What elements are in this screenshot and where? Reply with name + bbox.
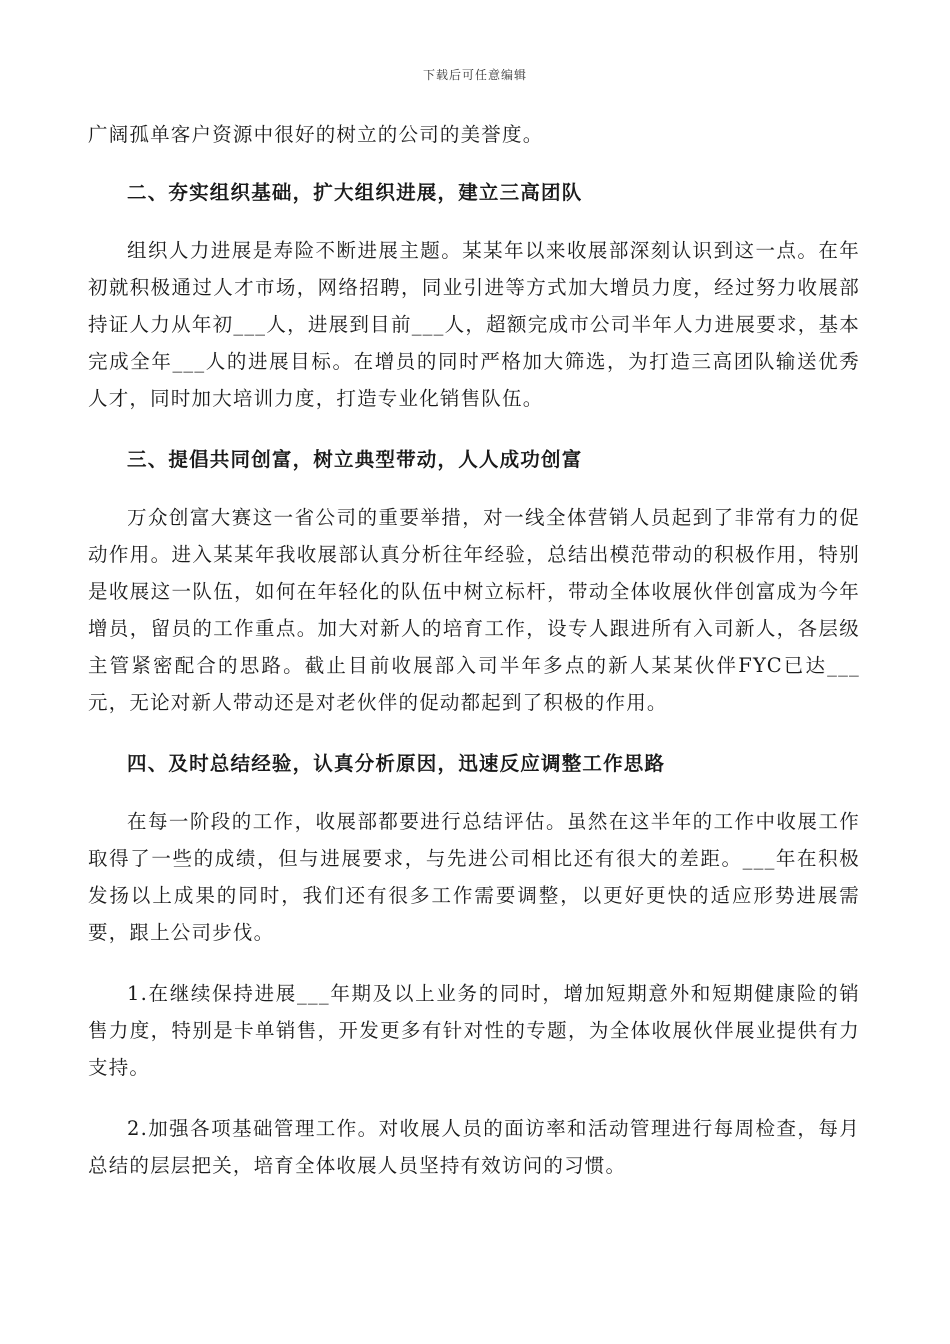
list-item-2: 2.加强各项基础管理工作。对收展人员的面访率和活动管理进行每周检查，每月总结的层层把关，培育全体收展人员坚持有效访问的习惯。 xyxy=(88,1117,860,1177)
heading-section-2: 二、夯实组织基础，扩大组织进展，建立三高团队 xyxy=(127,181,583,204)
list-item-1: 1.在继续保持进展___年期及以上业务的同时，增加短期意外和短期健康险的销售力度，特别是卡单销售，开发更多有针对性的专题，为全体收展伙伴展业提供有力支持。 xyxy=(88,982,860,1079)
paragraph-section-4: 在每一阶段的工作，收展部都要进行总结评估。虽然在这半年的工作中收展工作取得了一些的成绩，但与进展要求，与先进公司相比还有很大的差距。___年在积极发扬以上成果的同时，我们还有很多工作需要调整，以更好更快的适应形势进展需要，跟上公司步伐。 xyxy=(88,810,860,944)
document-body xyxy=(88,116,860,1184)
heading-section-4: 四、及时总结经验，认真分析原因，迅速反应调整工作思路 xyxy=(127,752,666,775)
header-note: 下载后可任意编辑 xyxy=(422,68,527,82)
paragraph-section-2: 组织人力进展是寿险不断进展主题。某某年以来收展部深刻认识到这一点。在年初就积极通过人才市场，网络招聘，同业引进等方式加大增员力度，经过努力收展部持证人力从年初___人，进展到目前___人，超额完成市公司半年人力进展要求，基本完成全年___人的进展目标。在增员的同时严格加大筛选，为打造三高团队输送优秀人才，同时加大培训力度，打造专业化销售队伍。 xyxy=(88,239,860,410)
heading-section-3: 三、提倡共同创富，树立典型带动，人人成功创富 xyxy=(127,448,583,471)
paragraph-section-3: 万众创富大赛这一省公司的重要举措，对一线全体营销人员起到了非常有力的促动作用。进入某某年我收展部认真分析往年经验，总结出模范带动的积极作用，特别是收展这一队伍，如何在年轻化的队伍中树立标杆，带动全体收展伙伴创富成为今年增员，留员的工作重点。加大对新人的培育工作，设专人跟进所有入司新人，各层级主管紧密配合的思路。截止目前收展部入司半年多点的新人某某伙伴FYC已达___元，无论对新人带动还是对老伙伴的促动都起到了积极的作用。 xyxy=(88,506,860,714)
paragraph-intro: 广阔孤单客户资源中很好的树立的公司的美誉度。 xyxy=(88,123,544,146)
